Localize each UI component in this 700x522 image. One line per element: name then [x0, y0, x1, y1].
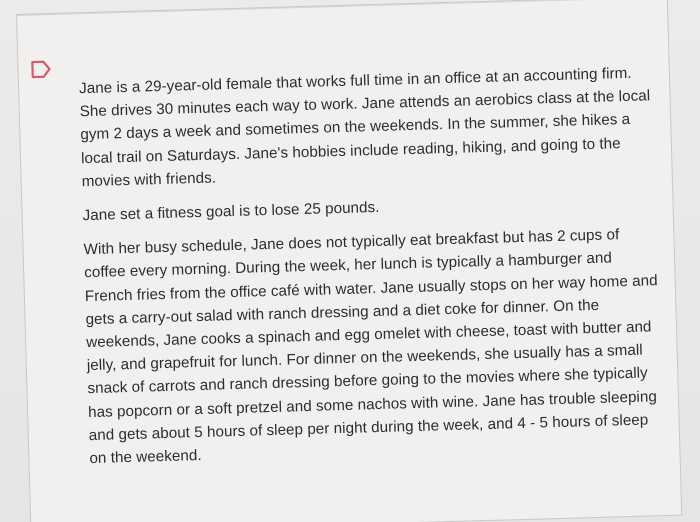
paragraph-background: Jane is a 29-year-old female that works full time in an office at an accounting firm. She drives 30 minutes each way to work. Jane attends an aerobics class at the local gym 2 days a week and sometimes on the weekends. In the summer, she hikes a local trail on Saturdays. Jane's hobbies include reading, hiking, and going to the movies with friends. [78, 64, 651, 191]
paragraph-diet-sleep: With her busy schedule, Jane does not typically eat breakfast but has 2 cups of coffee every morning. During the week, her lunch is typically a hamburger and French fries from the office café with water. Jane usually stops on her way home and gets a carry-out salad with ranch dressing and a diet coke for dinner. On the weekends, Jane cooks a spinach and egg omelet with cheese, toast with butter and jelly, and grapefruit for lunch. For dinner on the weekends, she usually has a small snack of carrots and ranch dressing before going to the movies where she typically has popcorn or a soft pretzel and some nachos with wine. Jane has trouble sleeping and gets about 5 hours of sleep per night during the week, and 4 - 5 hours of sleep on the weekend. [83, 226, 658, 468]
flag-icon[interactable] [30, 60, 52, 79]
paragraph-goal: Jane set a fitness goal is to lose 25 pounds. [82, 198, 380, 225]
question-panel [16, 0, 682, 522]
question-text [79, 61, 665, 481]
panel-top-border [17, 0, 667, 16]
